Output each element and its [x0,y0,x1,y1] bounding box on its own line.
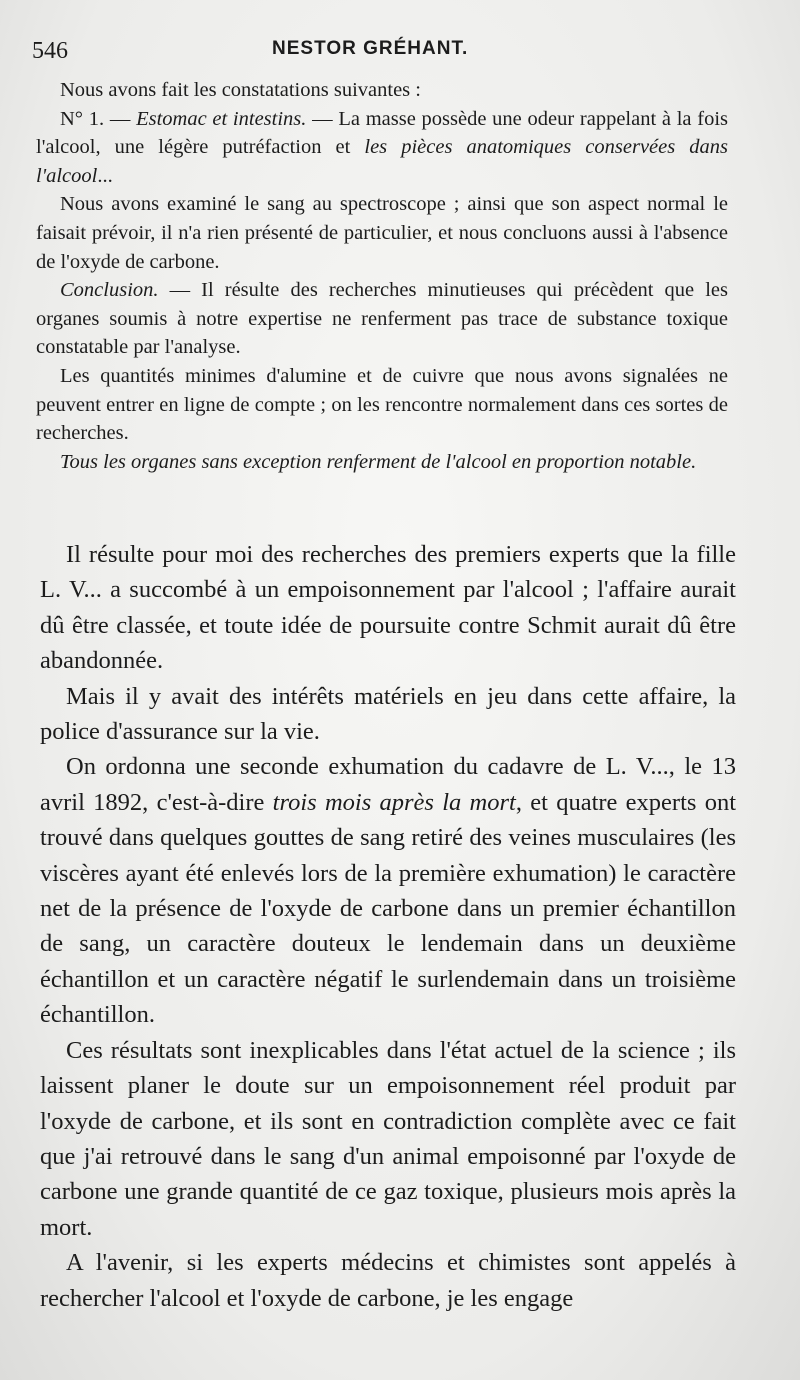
main-text-block [40,537,736,1316]
item-italic-text: les pièces anatomiques conservées dans l'alcool [36,136,729,187]
running-head: NESTOR GRÉHANT. [272,38,469,59]
conclusion-text: — Il résulte des recherches minutieuses qui précèdent que les organes soumis à notre expertise ne renferment pas trace de substance toxique constatable par l'analyse. [36,279,728,359]
item-heading: Estomac et intestins. [136,107,307,130]
page-number: 546 [32,38,68,64]
main-paragraph-1: Il résulte pour moi des recherches des premiers experts que la fille L. V... a succombé à un empoisonnement par l'alcool ; l'affaire aurait dû être classée, et toute idée de poursuite contre Schmit aurait dû être abandonnée. [40,541,736,675]
main-paragraph-2: Mais il y avait des intérêts matériels en jeu dans cette affaire, la police d'assurance sur la vie. [40,682,736,746]
main-paragraph-4: Ces résultats sont inexplicables dans l'état actuel de la science ; ils laissent planer le doute sur un empoisonnement réel produit par l'oxyde de carbone, et ils sont en contradiction complète avec ce fait que j'ai retrouvé dans le sang d'un animal empoisonné par l'oxyde de carbone une grande quantité de ce gaz toxique, plusieurs mois après la mort. [40,1036,736,1241]
item-text: — La masse possède une odeur rappelant à la fois l'alcool, une légère putréfaction et [36,107,729,159]
quoted-paragraph-3: Nous avons examiné le sang au spectroscope ; ainsi que son aspect normal le faisait prévoir, il n'a rien présenté de particulier, et nous concluons aussi à l'absence de l'oxyde de carbone. [36,193,728,273]
item-ellipsis: ... [97,164,113,187]
paragraph-3-end: , et quatre experts ont trouvé dans quelques gouttes de sang retiré des veines musculaires (les viscères ayant été enlevés lors de la première exhumation) le caractère net de la présence de l'oxyde de carbone dans un premier échantillon de sang, un caractère douteux le lendemain dans un deuxième échantillon et un caractère négatif le surlendemain dans un troisième échantillon. [40,788,737,1029]
main-paragraph-5: A l'avenir, si les experts médecins et chimistes sont appelés à rechercher l'alcool et l'oxyde de carbone, je les engage [40,1249,736,1312]
item-number: N° 1. — [60,107,137,130]
quoted-paragraph-6: Tous les organes sans exception renferment de l'alcool en proportion notable. [60,450,697,473]
page-header [32,34,752,64]
quoted-paragraph-4 [36,276,728,362]
quoted-paragraph-5: Les quantités minimes d'alumine et de cuivre que nous avons signalées ne peuvent entrer en ligne de compte ; on les rencontre normalement dans ces sortes de recherches. [36,364,728,445]
paragraph-3-start: On ordonna une seconde exhumation du cadavre de L. V..., le 13 avril 1892, c'est-à-dire [40,753,736,816]
quoted-paragraph-2 [36,105,728,191]
quoted-paragraph-1: Nous avons fait les constatations suivantes : [60,79,421,101]
paragraph-3-italic: trois mois après la mort [272,788,516,816]
main-paragraph-3 [40,749,736,1032]
quoted-report-block [36,76,728,476]
conclusion-heading: Conclusion. [60,279,159,302]
